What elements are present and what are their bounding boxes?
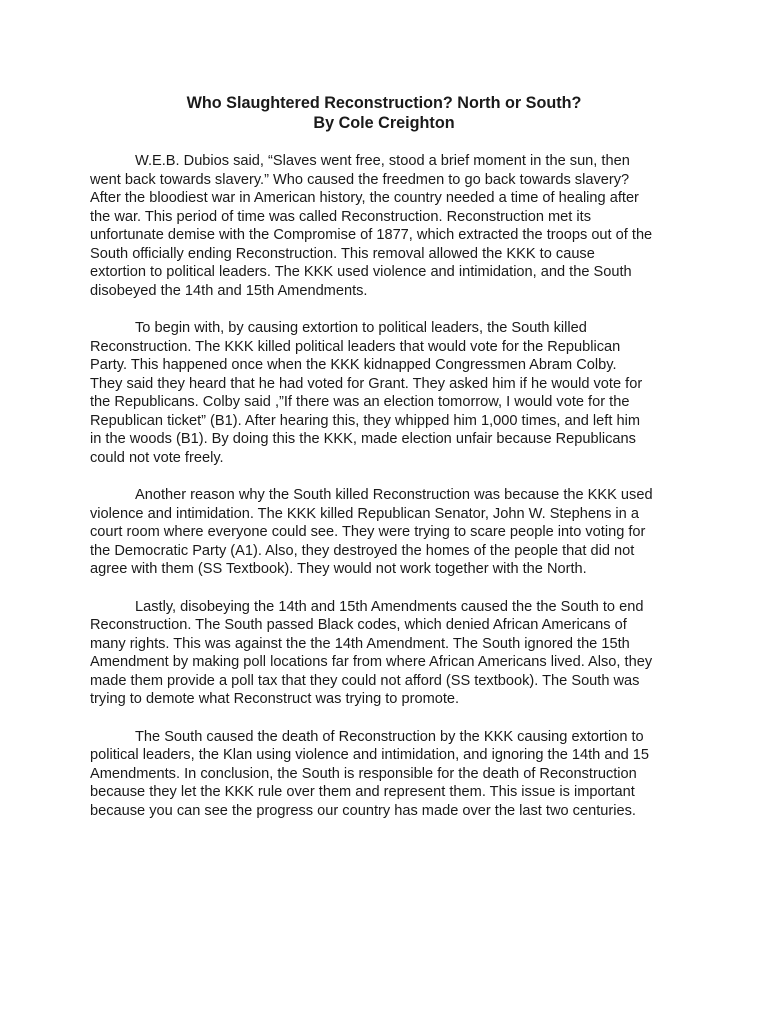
- paragraph-line: made them provide a poll tax that they could not afford (SS textbook). The South was: [90, 672, 640, 689]
- paragraph-line: Amendments. In conclusion, the South is responsible for the death of Reconstruction: [90, 765, 637, 782]
- paragraph-line: After the bloodiest war in American history, the country needed a time of healing after: [90, 190, 639, 207]
- paragraph-line: political leaders, the Klan using violence and intimidation, and ignoring the 14th and 15: [90, 747, 649, 764]
- paragraph-line: went back towards slavery.” Who caused the freedmen to go back towards slavery?: [90, 171, 630, 188]
- paragraph-line: trying to demote what Reconstruct was trying to promote.: [90, 691, 460, 708]
- paragraph-line: because you can see the progress our country has made over the last two centuries.: [90, 802, 636, 819]
- paragraph-line: South officially ending Reconstruction. This removal allowed the KKK to cause: [90, 245, 595, 262]
- paragraph: [90, 152, 690, 300]
- paragraph-line: Republican ticket” (B1). After hearing this, they whipped him 1,000 times, and left him: [90, 412, 640, 429]
- paragraph-line: extortion to political leaders. The KKK used violence and intimidation, and the South: [90, 264, 632, 281]
- paragraph-line: Reconstruction. The KKK killed political leaders that would vote for the Republican: [90, 338, 621, 355]
- paragraph-line: could not vote freely.: [90, 449, 224, 466]
- paragraph-line: the Republicans. Colby said ,”If there was an election tomorrow, I would vote for the: [90, 394, 630, 411]
- paragraph-line: the Democratic Party (A1). Also, they destroyed the homes of the people that did not: [90, 542, 635, 559]
- paragraph: [90, 486, 690, 579]
- paragraph-line: They said they heard that he had voted for Grant. They asked him if he would vote for: [90, 375, 643, 392]
- paragraph: [90, 728, 690, 821]
- paragraph-line: court room where everyone could see. They were trying to scare people into voting for: [90, 524, 646, 541]
- essay-body: [90, 152, 690, 839]
- paragraph-line: W.E.B. Dubios said, “Slaves went free, stood a brief moment in the sun, then: [135, 153, 630, 169]
- paragraph-line: agree with them (SS Textbook). They would not work together with the North.: [90, 561, 587, 578]
- paragraph-line: Another reason why the South killed Reconstruction was because the KKK used: [135, 487, 653, 504]
- paragraph-line: violence and intimidation. The KKK killed Republican Senator, John W. Stephens in a: [90, 505, 639, 522]
- paragraph-line: To begin with, by causing extortion to political leaders, the South killed: [135, 320, 587, 337]
- document-byline: By Cole Creighton: [313, 114, 455, 132]
- paragraph-line: because they let the KKK rule over them and represent them. This issue is important: [90, 784, 635, 801]
- paragraph-line: disobeyed the 14th and 15th Amendments.: [90, 282, 368, 299]
- paragraph-line: unfortunate demise with the Compromise of 1877, which extracted the troops out of the: [90, 227, 653, 244]
- paragraph-line: The South caused the death of Reconstruction by the KKK causing extortion to: [135, 728, 644, 745]
- paragraph-line: Amendment by making poll locations far from where African Americans lived. Also, they: [90, 654, 653, 671]
- paragraph-line: many rights. This was against the the 14th Amendment. The South ignored the 15th: [90, 635, 630, 652]
- paragraph-line: in the woods (B1). By doing this the KKK, made election unfair because Republicans: [90, 431, 636, 448]
- paragraph-line: Party. This happened once when the KKK kidnapped Congressmen Abram Colby.: [90, 357, 617, 374]
- title-block: [0, 93, 768, 133]
- paragraph-line: Lastly, disobeying the 14th and 15th Amendments caused the the South to end: [135, 598, 644, 615]
- paragraph-line: Reconstruction. The South passed Black codes, which denied African Americans of: [90, 617, 627, 634]
- paragraph-line: the war. This period of time was called Reconstruction. Reconstruction met its: [90, 208, 592, 225]
- document-title: Who Slaughtered Reconstruction? North or South?: [186, 94, 582, 112]
- paragraph: [90, 319, 690, 467]
- paragraph: [90, 598, 690, 709]
